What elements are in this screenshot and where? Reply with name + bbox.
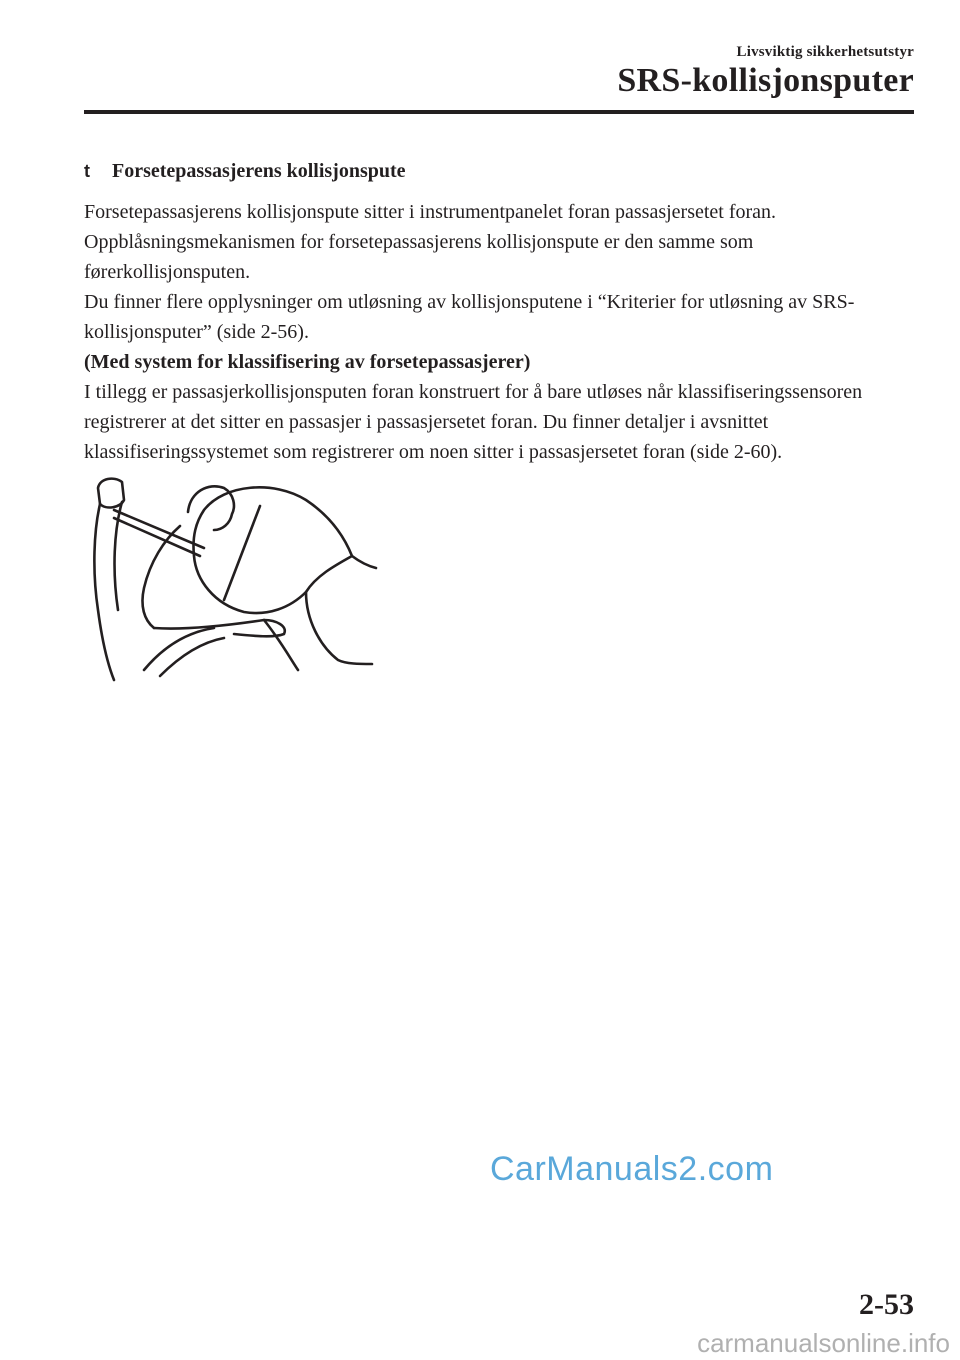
seat-back-shape <box>94 504 114 680</box>
paragraph-classification: I tillegg er passasjerkollisjonsputen foran konstruert for å bare utløses når klassifiseringssensoren registrerer at det sitter en passasjer i passasjersetet foran. Du finner detaljer i avsnittet klassifiseringssystemet som registrerer om noen sitter i passasjersetet foran (side 2-60). <box>84 381 863 463</box>
section-heading <box>84 160 914 183</box>
section-passenger-airbag <box>84 160 914 467</box>
headrest-shape <box>98 479 124 508</box>
dashboard-lower <box>306 592 372 664</box>
dashboard-edge <box>264 620 298 670</box>
seatbelt-shape-2 <box>114 518 200 556</box>
header-divider <box>84 110 914 114</box>
seat-cushion-shape-2 <box>160 638 224 676</box>
section-heading-text: Forsetepassasjerens kollisjonspute <box>112 160 406 182</box>
page-title: SRS-kollisjonsputer <box>617 62 914 99</box>
paragraph-deployment-reference: Du finner flere opplysninger om utløsning av kollisjonsputene i “Kriterier for utløsning av SRS-kollisjonsputer” (side 2-56). <box>84 291 855 343</box>
passenger-torso-shape <box>142 526 180 628</box>
footer-site-link[interactable]: carmanualsonline.info <box>697 1328 950 1358</box>
paragraph-location: Forsetepassasjerens kollisjonspute sitter i instrumentpanelet foran passasjersetet foran. Oppblåsningsmekanismen for forsetepassasjerens kollisjonspute er den samme som førerkollisjonsputen. <box>84 201 777 283</box>
subheading-classification-system: (Med system for klassifisering av forsetepassasjerer) <box>84 351 531 373</box>
seatbelt-shape <box>114 510 204 548</box>
airbag-shape <box>193 487 352 613</box>
passenger-airbag-illustration <box>84 470 384 685</box>
dashboard-shape <box>352 556 376 568</box>
chapter-title: Livsviktig sikkerhetsutstyr <box>736 44 914 60</box>
page-number: 2-53 <box>859 1288 914 1321</box>
bullet-icon: t <box>84 161 90 181</box>
seat-cushion-shape <box>144 628 214 670</box>
watermark-logo: CarManuals2.com <box>490 1150 774 1188</box>
